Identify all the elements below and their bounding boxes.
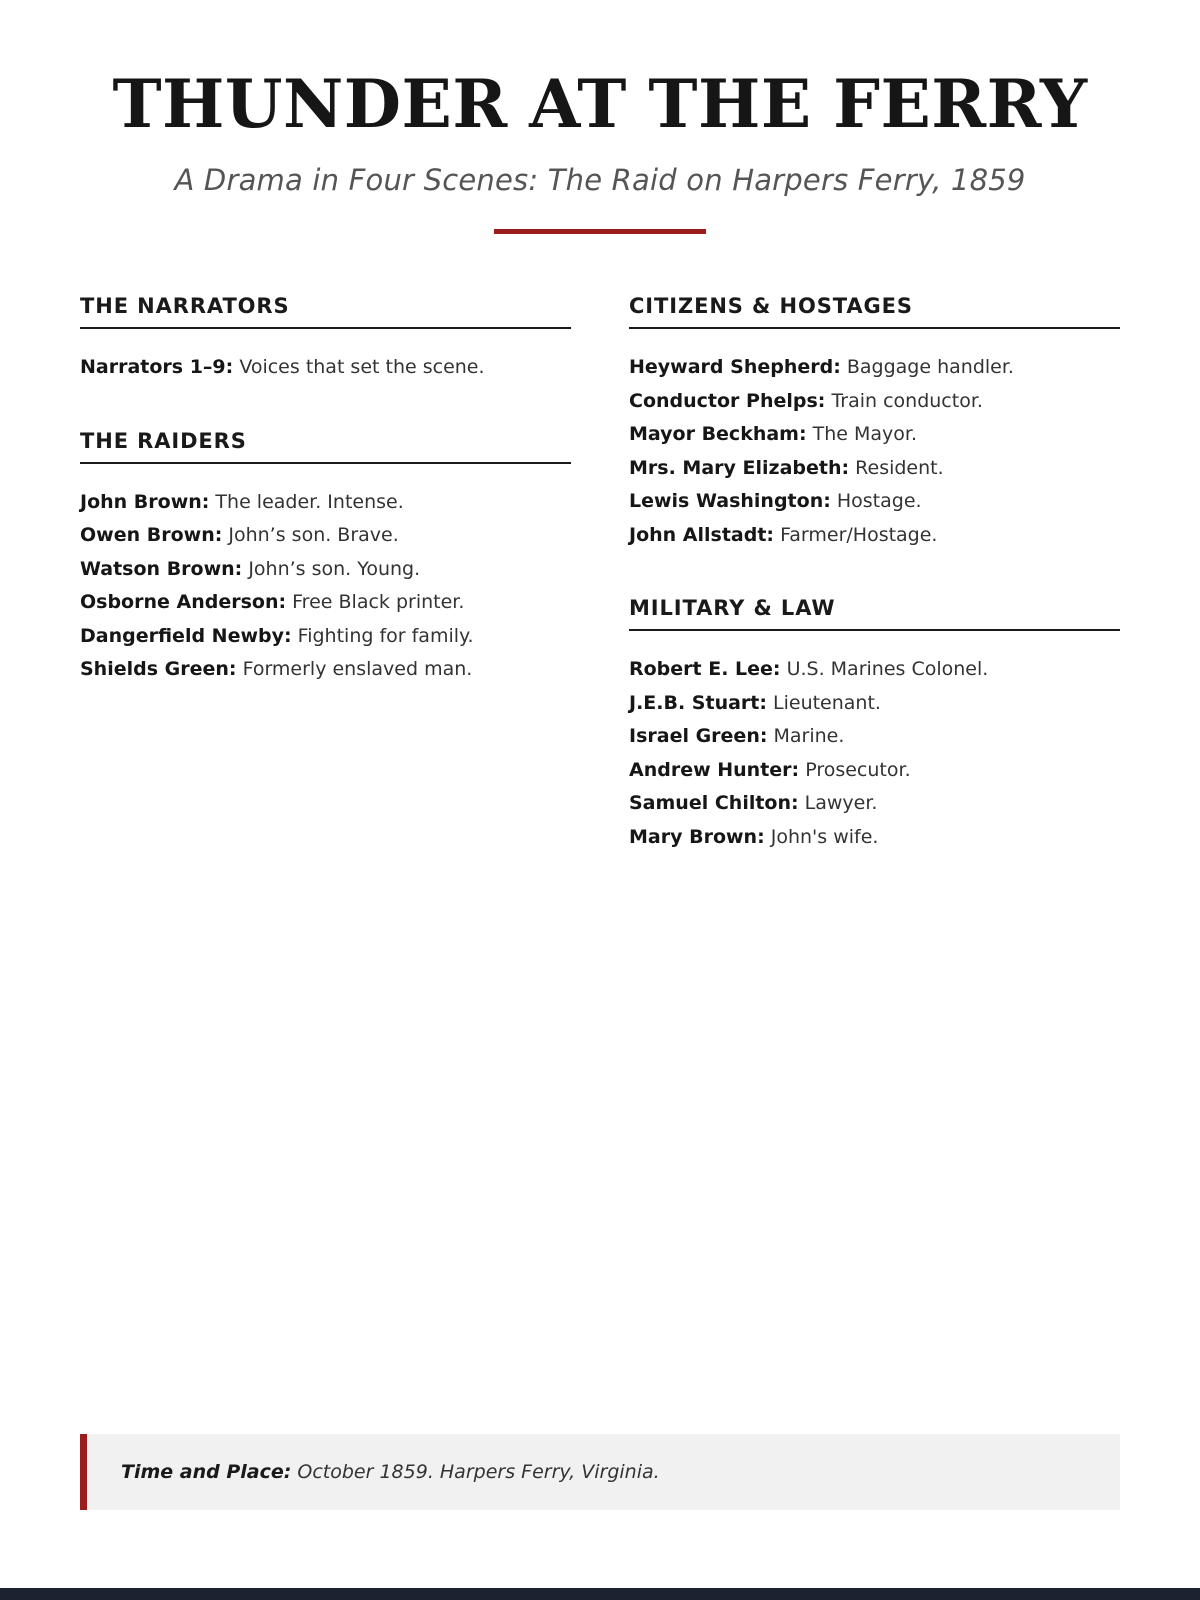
entry-desc: Train conductor. xyxy=(831,389,983,412)
cast-section xyxy=(80,294,571,385)
time-and-place-box xyxy=(80,1434,1120,1510)
entry-desc: Farmer/Hostage. xyxy=(780,523,938,546)
entry-name: Shields Green: xyxy=(80,658,237,681)
cast-entry xyxy=(629,351,1120,385)
entry-name: Watson Brown: xyxy=(80,557,243,580)
cast-entry xyxy=(629,754,1120,788)
entry-name: John Brown: xyxy=(80,490,210,513)
entry-name: Mrs. Mary Elizabeth: xyxy=(629,456,850,479)
entry-desc: Formerly enslaved man. xyxy=(242,658,473,681)
cast-columns xyxy=(0,294,1200,854)
entry-desc: Fighting for family. xyxy=(297,624,474,647)
cast-entry xyxy=(80,620,571,654)
cast-entry xyxy=(629,519,1120,553)
entry-name: Osborne Anderson: xyxy=(80,591,287,614)
entry-desc: Prosecutor. xyxy=(805,758,911,781)
entry-name: Samuel Chilton: xyxy=(629,792,799,815)
cast-entry xyxy=(629,452,1120,486)
entry-desc: Lawyer. xyxy=(804,792,878,815)
time-and-place-value: October 1859. Harpers Ferry, Virginia. xyxy=(297,1461,660,1483)
entry-desc: Hostage. xyxy=(836,490,922,513)
section-heading-the-narrators: THE NARRATORS xyxy=(80,294,571,329)
entry-desc: John’s son. Young. xyxy=(248,557,421,580)
entry-name: Israel Green: xyxy=(629,725,768,748)
section-heading-the-raiders: THE RAIDERS xyxy=(80,429,571,464)
entry-list xyxy=(80,351,571,385)
section-heading-military-law: MILITARY & LAW xyxy=(629,596,1120,631)
entry-name: Andrew Hunter: xyxy=(629,758,800,781)
page-subtitle: A Drama in Four Scenes: The Raid on Harpers Ferry, 1859 xyxy=(174,163,1026,198)
entry-name: Owen Brown: xyxy=(80,524,223,547)
page-title: THUNDER AT THE FERRY xyxy=(112,65,1088,143)
entry-list xyxy=(629,653,1120,854)
cast-entry xyxy=(80,351,571,385)
entry-name: Mayor Beckham: xyxy=(629,423,807,446)
cast-entry xyxy=(629,485,1120,519)
entry-name: Mary Brown: xyxy=(629,825,765,848)
entry-desc: Lieutenant. xyxy=(773,691,881,714)
entry-desc: Resident. xyxy=(855,456,944,479)
cast-entry xyxy=(629,687,1120,721)
entry-name: Narrators 1–9: xyxy=(80,356,234,379)
entry-desc: Baggage handler. xyxy=(846,356,1014,379)
entry-name: Conductor Phelps: xyxy=(629,389,826,412)
entry-desc: Marine. xyxy=(773,725,845,748)
cast-entry xyxy=(80,586,571,620)
masthead xyxy=(0,0,1200,234)
cast-entry xyxy=(629,720,1120,754)
cast-entry xyxy=(629,653,1120,687)
entry-desc: The leader. Intense. xyxy=(215,490,404,513)
left-column xyxy=(80,294,571,854)
cast-entry xyxy=(80,486,571,520)
cast-section xyxy=(80,429,571,687)
entry-name: Heyward Shepherd: xyxy=(629,356,841,379)
time-and-place-label: Time and Place: xyxy=(121,1461,292,1483)
page-bottom-bar xyxy=(0,1588,1200,1600)
cast-section xyxy=(629,294,1120,552)
section-heading-citizens-hostages: CITIZENS & HOSTAGES xyxy=(629,294,1120,329)
entry-name: Lewis Washington: xyxy=(629,490,831,513)
entry-desc: Voices that set the scene. xyxy=(239,356,485,379)
cast-entry xyxy=(629,385,1120,419)
entry-desc: Free Black printer. xyxy=(292,591,465,614)
accent-divider xyxy=(494,229,706,234)
cast-entry xyxy=(80,519,571,553)
entry-desc: John’s son. Brave. xyxy=(228,524,399,547)
entry-desc: John's wife. xyxy=(770,825,879,848)
time-and-place-text xyxy=(121,1461,1100,1483)
entry-list xyxy=(80,486,571,687)
cast-entry xyxy=(629,821,1120,855)
right-column xyxy=(629,294,1120,854)
entry-list xyxy=(629,351,1120,552)
cast-entry xyxy=(80,553,571,587)
entry-name: John Allstadt: xyxy=(629,523,775,546)
cast-entry xyxy=(629,418,1120,452)
entry-name: Dangerfield Newby: xyxy=(80,624,292,647)
entry-desc: The Mayor. xyxy=(812,423,918,446)
entry-desc: U.S. Marines Colonel. xyxy=(786,658,989,681)
entry-name: J.E.B. Stuart: xyxy=(629,691,767,714)
cast-entry xyxy=(80,653,571,687)
cast-entry xyxy=(629,787,1120,821)
entry-name: Robert E. Lee: xyxy=(629,658,781,681)
cast-section xyxy=(629,596,1120,854)
